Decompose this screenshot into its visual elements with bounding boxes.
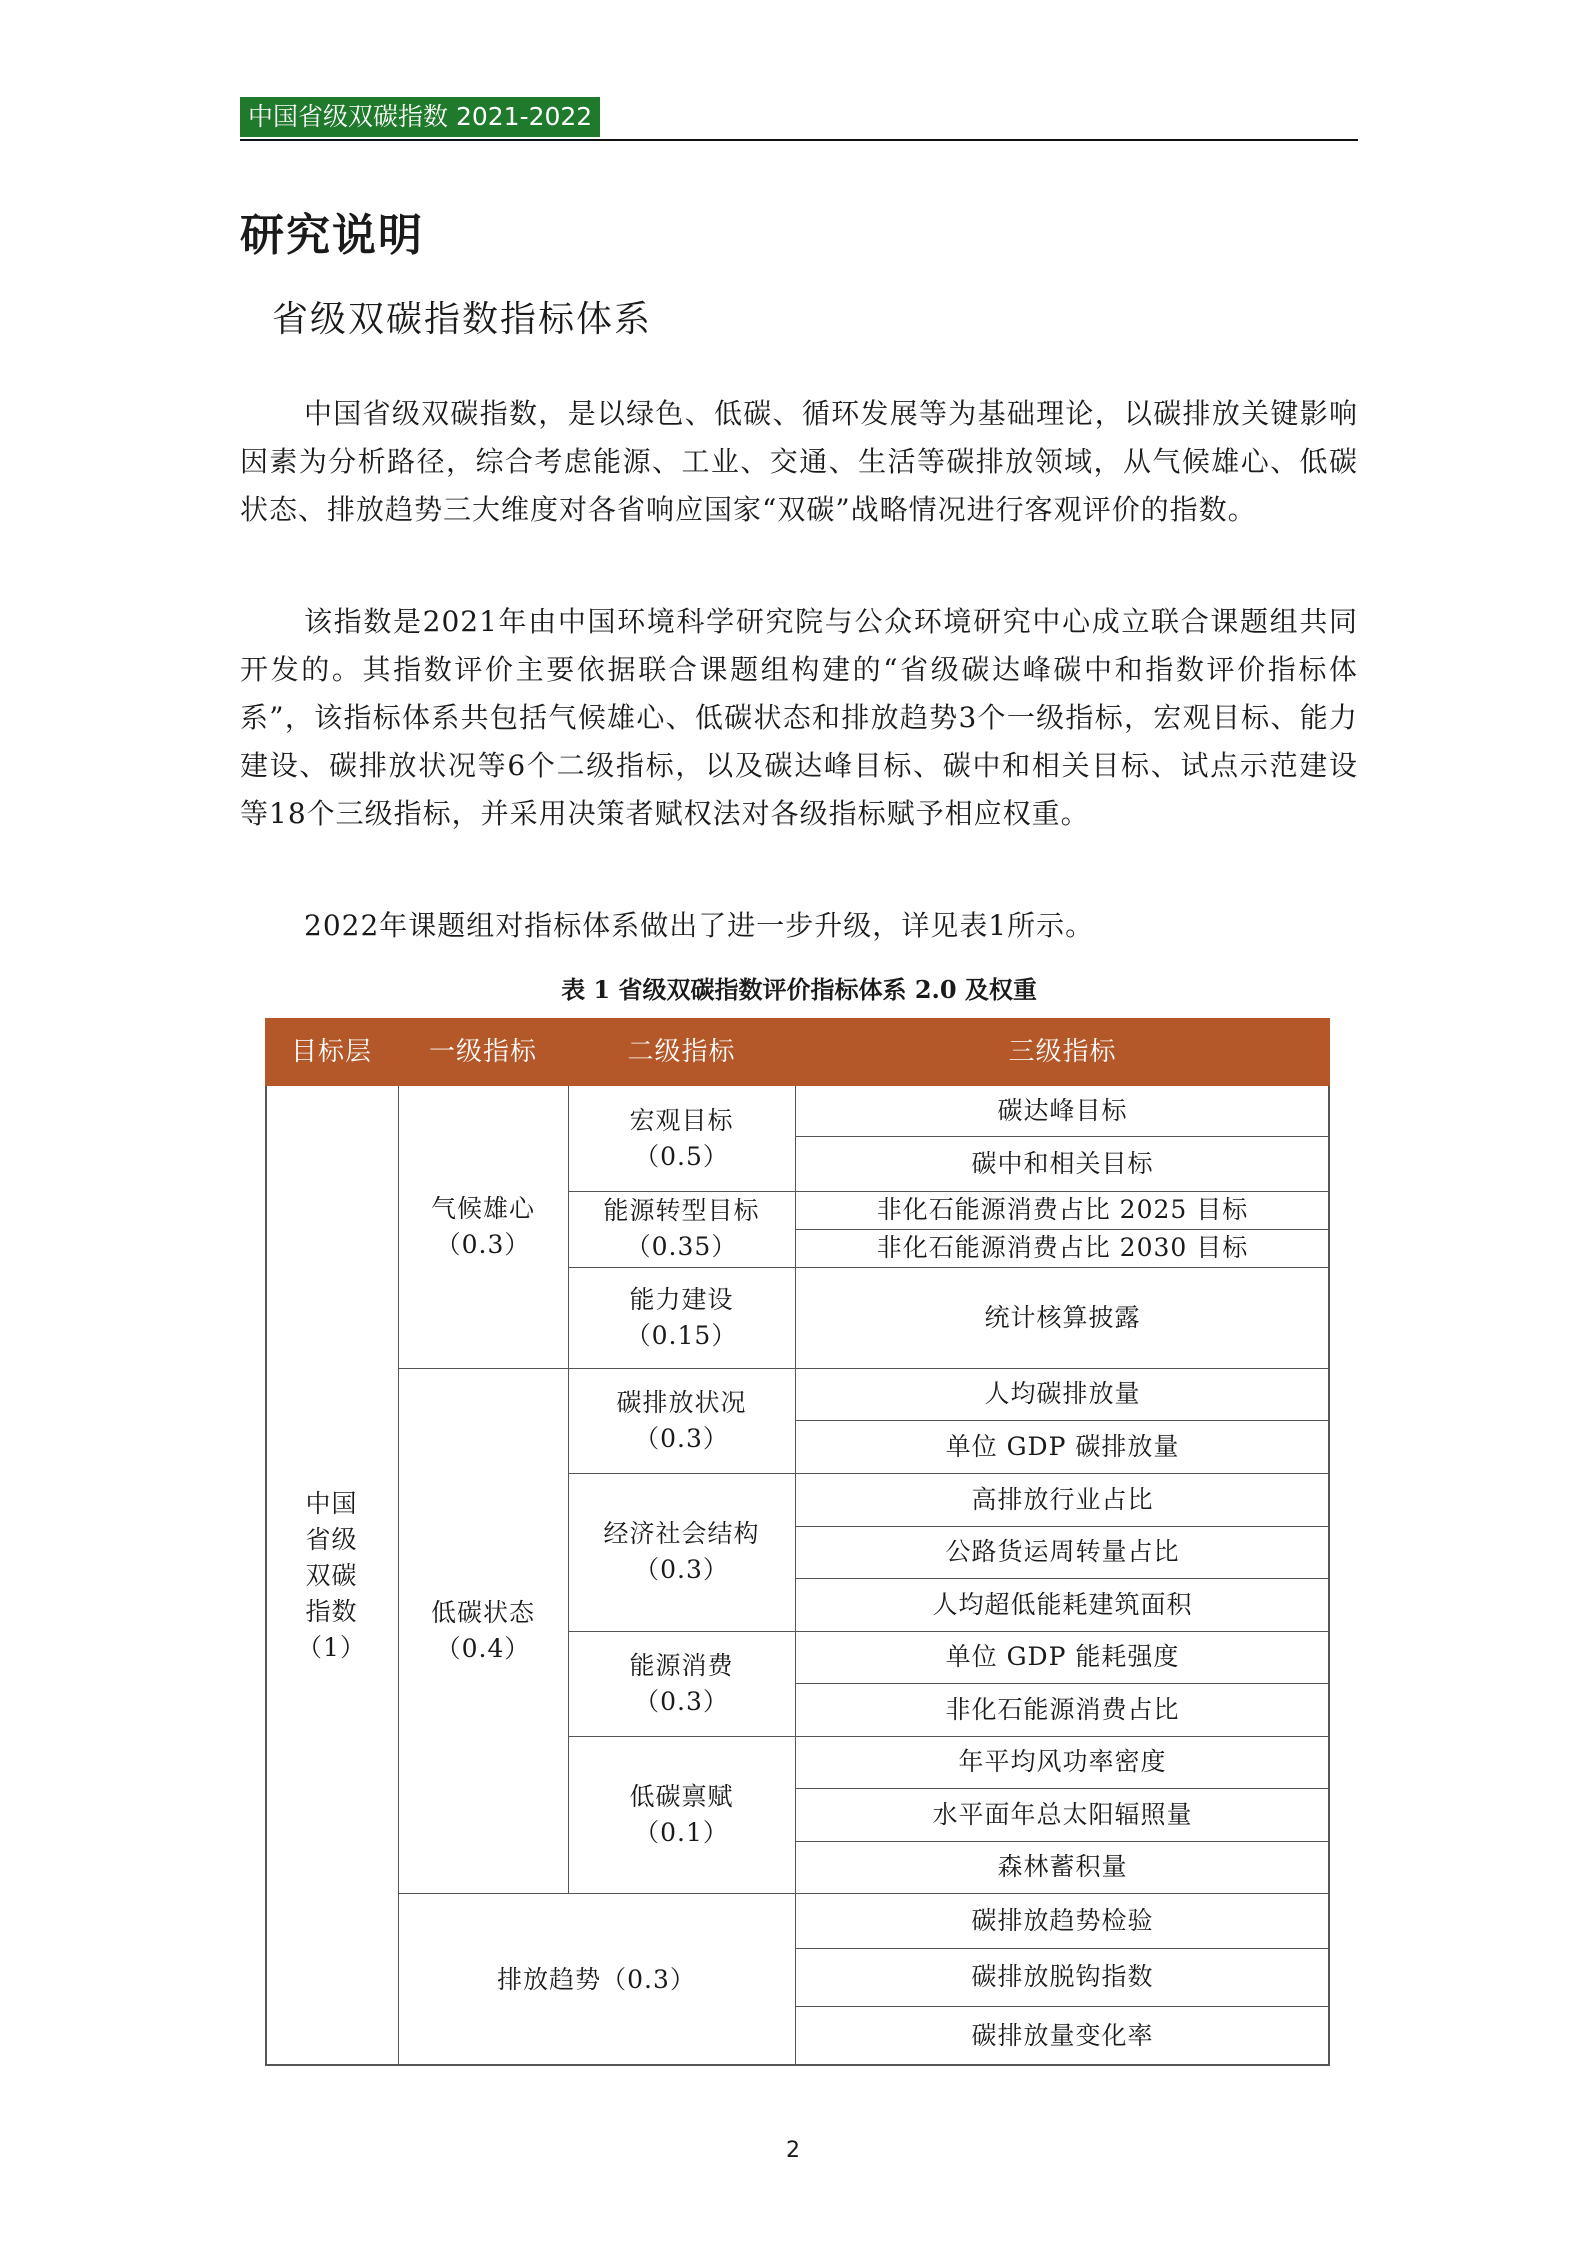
level2-cell — [568, 1191, 795, 1267]
level2-weight: （0.3） — [634, 1686, 729, 1716]
target-line: （1） — [297, 1633, 366, 1662]
grid-line — [795, 1683, 1330, 1684]
target-line: 指数 — [305, 1597, 358, 1626]
table-border — [1328, 1086, 1330, 2066]
level3-cell: 碳中和相关目标 — [971, 1148, 1154, 1178]
header-target-layer: 目标层 — [265, 1018, 398, 1086]
grid-line — [568, 1086, 569, 1893]
level2-cell — [568, 1736, 795, 1893]
level3-cell: 碳排放趋势检验 — [971, 1905, 1154, 1935]
grid-line — [795, 2006, 1330, 2007]
level3-cell: 年平均风功率密度 — [958, 1747, 1167, 1776]
paragraph-development: 该指数是2021年由中国环境科学研究院与公众环境研究中心成立联合课题组共同开发的。其指数评价主要依据联合课题组构建的“省级碳达峰碳中和指数评价指标体系”，该指标体系共包括气候雄心、低碳状态和排放趋势3个一级指标，宏观目标、能力建设、碳排放状况等6个二级指标，以及碳达峰目标、碳中和相关目标、试点示范建设等18个三级指标，并采用决策者赋权法对各级指标赋予相应权重。 — [240, 605, 1358, 830]
grid-line — [398, 1086, 399, 2066]
level3-cell: 碳排放量变化率 — [971, 2021, 1154, 2050]
header-rule — [240, 139, 1358, 141]
level2-name: 经济社会结构 — [603, 1519, 760, 1548]
grid-line — [795, 1229, 1330, 1230]
level2-name: 碳排放状况 — [616, 1387, 747, 1417]
level2-weight: （0.3） — [634, 1555, 729, 1584]
level2-weight: （0.35） — [625, 1232, 738, 1261]
target-layer-cell — [265, 1086, 398, 2066]
level2-cell — [568, 1631, 795, 1736]
level2-cell — [568, 1473, 795, 1631]
level1-cell-low-carbon-status — [398, 1368, 568, 1893]
level2-cell — [568, 1267, 795, 1368]
header-title: 中国省级双碳指数 2021-2022 — [240, 97, 600, 137]
grid-line — [795, 1788, 1330, 1789]
level3-cell: 统计核算披露 — [984, 1302, 1141, 1332]
indicator-table — [265, 1018, 1330, 2066]
grid-line — [795, 1526, 1330, 1527]
paragraph-intro: 中国省级双碳指数，是以绿色、低碳、循环发展等为基础理论，以碳排放关键影响因素为分析路径，综合考虑能源、工业、交通、生活等碳排放领域，从气候雄心、低碳状态、排放趋势三大维度对各省响应国家“双碳”战略情况进行客观评价的指数。 — [240, 397, 1358, 526]
level3-cell: 非化石能源消费占比 2025 目标 — [876, 1195, 1249, 1224]
level1-name: 气候雄心 — [430, 1194, 535, 1223]
grid-line — [795, 1086, 796, 2066]
table-border — [265, 2064, 1330, 2066]
level2-name: 低碳禀赋 — [629, 1781, 734, 1811]
level2-name: 能力建设 — [629, 1284, 734, 1314]
header-level2: 二级指标 — [568, 1018, 795, 1086]
level2-cell — [568, 1368, 795, 1473]
level3-cell: 公路货运周转量占比 — [945, 1537, 1180, 1566]
level3-cell: 非化石能源消费占比 2030 目标 — [876, 1233, 1249, 1262]
level1-name: 低碳状态 — [430, 1597, 535, 1627]
grid-line — [568, 1267, 1330, 1268]
paragraph-upgrade: 2022年课题组对指标体系做出了进一步升级，详见表1所示。 — [304, 909, 1095, 942]
level3-cell: 森林蓄积量 — [997, 1852, 1128, 1881]
grid-line — [795, 1136, 1330, 1137]
level3-cell: 碳排放脱钩指数 — [971, 1962, 1154, 1991]
level2-weight: （0.15） — [625, 1320, 738, 1350]
level3-cell: 高排放行业占比 — [971, 1484, 1154, 1514]
page-number: 2 — [786, 2138, 800, 2163]
level1-weight: （0.3） — [435, 1230, 531, 1259]
table-caption: 表 1 省级双碳指数评价指标体系 2.0 及权重 — [561, 975, 1037, 1004]
level3-cell: 非化石能源消费占比 — [945, 1694, 1180, 1724]
target-line: 中国 — [305, 1489, 358, 1518]
grid-line — [795, 1948, 1330, 1949]
target-line: 双碳 — [305, 1561, 358, 1590]
grid-line — [795, 1420, 1330, 1421]
grid-line — [568, 1191, 1330, 1192]
grid-line — [568, 1631, 1330, 1632]
level3-cell: 单位 GDP 碳排放量 — [945, 1431, 1180, 1461]
subsection-title: 省级双碳指数指标体系 — [272, 299, 653, 340]
level2-weight: （0.5） — [634, 1141, 729, 1171]
grid-line — [795, 1578, 1330, 1579]
level2-name: 宏观目标 — [629, 1105, 734, 1135]
grid-line — [398, 1368, 1330, 1369]
level3-cell: 碳达峰目标 — [997, 1096, 1128, 1125]
grid-line — [398, 1893, 1330, 1894]
level2-weight: （0.1） — [634, 1817, 729, 1847]
header-level3: 三级指标 — [795, 1018, 1330, 1086]
level2-cell — [568, 1086, 795, 1191]
level2-name: 能源消费 — [629, 1650, 734, 1680]
header-level1: 一级指标 — [398, 1018, 568, 1086]
section-title: 研究说明 — [240, 210, 424, 261]
grid-line — [795, 1841, 1330, 1842]
level3-cell: 人均超低能耗建筑面积 — [932, 1589, 1193, 1619]
level3-cell: 水平面年总太阳辐照量 — [932, 1799, 1193, 1829]
level1-weight: （0.4） — [435, 1633, 531, 1663]
table-border — [265, 1086, 267, 2066]
grid-line — [568, 1473, 1330, 1474]
level1-cell-climate-ambition — [398, 1086, 568, 1368]
level2-name: 能源转型目标 — [603, 1196, 760, 1225]
level3-cell: 人均碳排放量 — [984, 1379, 1141, 1408]
level1-cell-emission-trend: 排放趋势（0.3） — [497, 1964, 696, 1994]
grid-line — [568, 1736, 1330, 1737]
level2-weight: （0.3） — [634, 1423, 729, 1453]
target-line: 省级 — [305, 1525, 358, 1554]
level3-cell: 单位 GDP 能耗强度 — [945, 1642, 1180, 1671]
